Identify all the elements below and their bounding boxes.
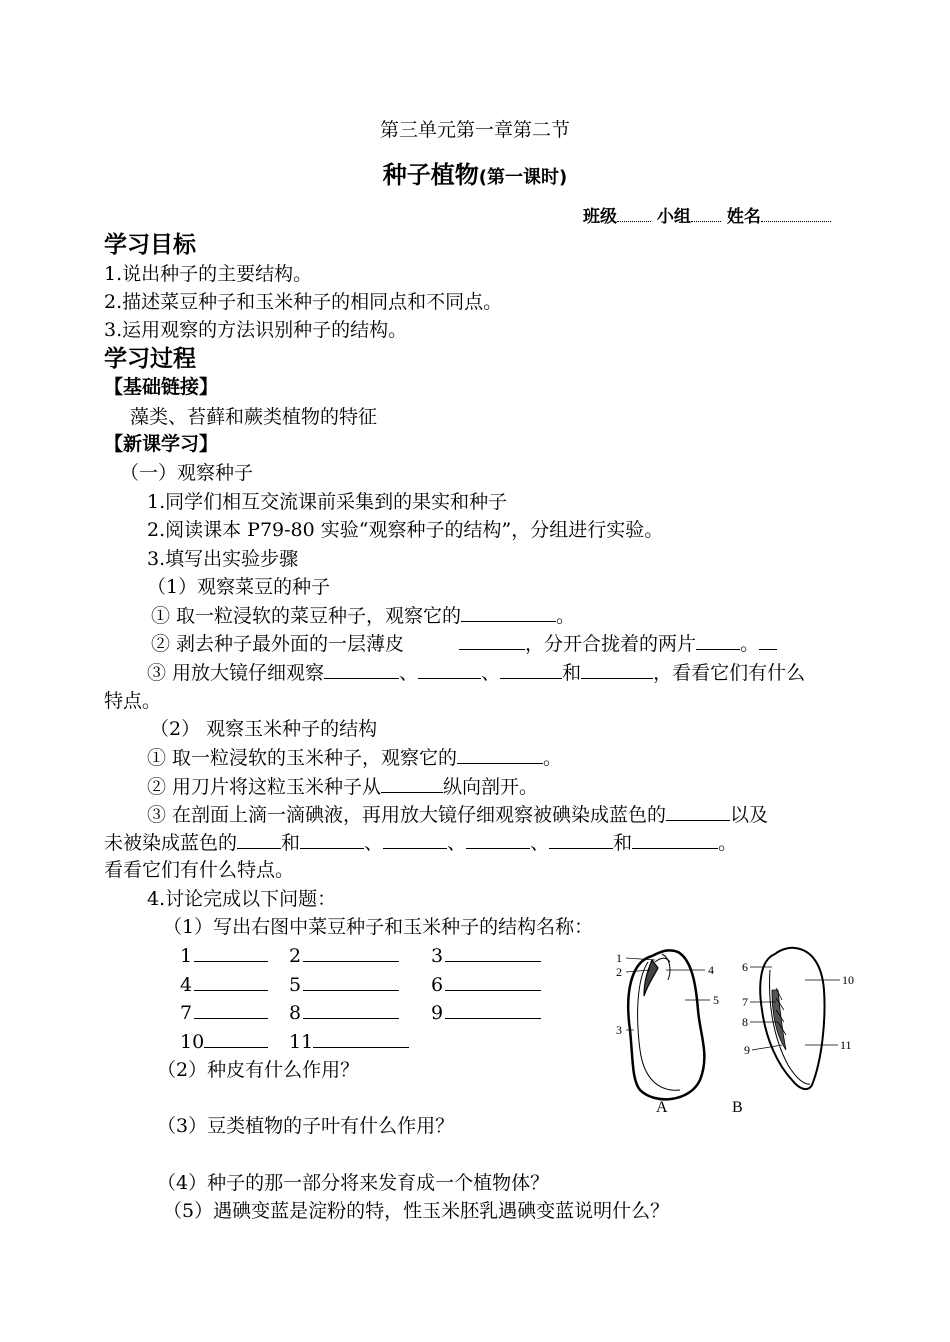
separator: 、: [530, 832, 550, 854]
answer-item: 5: [289, 972, 399, 997]
bean-seed-diagram: [628, 950, 704, 1099]
answer-blank[interactable]: [759, 631, 777, 650]
page-title: [0, 160, 950, 193]
step-text: 2.阅读课本 P79-80 实验“观察种子的结构”，分组进行实验。: [147, 519, 664, 541]
caption-a: A: [656, 1099, 668, 1116]
separator: 、: [447, 832, 467, 854]
class-label: 班级: [583, 207, 617, 227]
word-and: 和: [562, 662, 582, 684]
corn-step-3-text: ③ 在剖面上滴一滴碘液，再用放大镜仔细观察被碘染成蓝色的: [147, 804, 667, 826]
student-info: [583, 205, 831, 229]
answer-item: 11: [289, 1029, 409, 1054]
answer-blank[interactable]: [466, 830, 530, 849]
answer-item: 3: [431, 943, 541, 968]
title-main: 种子植物: [382, 161, 479, 189]
basic-link-text: 藻类、苔藓和蕨类植物的特征: [130, 406, 378, 428]
label-8: 8: [742, 1015, 748, 1029]
separator: 、: [364, 832, 384, 854]
basic-link-heading: 【基础链接】: [104, 376, 219, 398]
objective-item: 1.说出种子的主要结构。: [104, 263, 313, 285]
step-text: 1.同学们相互交流课前采集到的果实和种子: [147, 491, 508, 513]
corn-heading: （2） 观察玉米种子的结构: [150, 718, 378, 740]
seed-structure-figure: [600, 940, 870, 1125]
bean-step-3: [147, 660, 805, 685]
question-2: （2）种皮有什么作用？: [157, 1059, 360, 1081]
answer-blank[interactable]: [632, 830, 718, 849]
answer-blank[interactable]: [666, 802, 730, 821]
title-sub: (第一课时): [478, 167, 568, 188]
chapter-heading: 第三单元第一章第二节: [379, 119, 570, 141]
corn-step-3-end: 看看它们有什么特点。: [104, 859, 295, 881]
corn-step-3-text-b: 以及: [730, 804, 769, 826]
label-7: 7: [742, 995, 748, 1009]
label-3: 3: [616, 1023, 622, 1037]
answer-item: 6: [431, 972, 541, 997]
corn-step-3-text-c: 未被染成蓝色的: [104, 832, 238, 854]
question-3: （3）豆类植物的子叶有什么作用？: [157, 1115, 455, 1137]
group-field[interactable]: [691, 207, 721, 222]
bean-step-3-cont: 特点。: [104, 690, 162, 712]
answer-blank[interactable]: [194, 1000, 268, 1019]
answer-blank[interactable]: [303, 1000, 399, 1019]
bean-step-3-text: ③ 用放大镜仔细观察: [147, 662, 325, 684]
bean-step-1-text: ① 取一粒浸软的菜豆种子，观察它的: [151, 605, 462, 627]
bean-step-3-text-b: ，看看它们有什么: [653, 662, 806, 684]
period: 。: [543, 747, 563, 769]
answer-blank[interactable]: [445, 972, 541, 991]
class-field[interactable]: [617, 207, 651, 222]
corn-step-2-text: ② 用刀片将这粒玉米种子从: [147, 776, 382, 798]
answer-blank[interactable]: [581, 660, 653, 679]
word-and: 和: [281, 832, 301, 854]
answer-blank[interactable]: [459, 631, 525, 650]
bean-heading: （1）观察菜豆的种子: [147, 576, 331, 598]
period: 。: [740, 633, 760, 655]
answer-blank[interactable]: [445, 1000, 541, 1019]
new-lesson-heading: 【新课学习】: [104, 433, 219, 455]
answer-blank[interactable]: [500, 660, 562, 679]
bean-step-2-text: ② 剥去种子最外面的一层薄皮: [151, 633, 405, 655]
corn-seed-diagram: [760, 948, 824, 1089]
label-1: 1: [616, 951, 622, 965]
answer-blank[interactable]: [313, 1029, 409, 1048]
question-5: （5）遇碘变蓝是淀粉的特，性玉米胚乳遇碘变蓝说明什么？: [163, 1200, 670, 1222]
answer-blank[interactable]: [457, 745, 543, 764]
answer-blank[interactable]: [381, 774, 443, 793]
answer-item: 8: [289, 1000, 399, 1025]
answer-blank[interactable]: [204, 1029, 268, 1048]
label-6: 6: [742, 960, 748, 974]
answer-item: 1: [180, 943, 268, 968]
bean-step-1: [151, 603, 575, 628]
objective-item: 3.运用观察的方法识别种子的结构。: [104, 319, 408, 341]
question-4: （4）种子的那一部分将来发育成一个植物体？: [157, 1172, 550, 1194]
answer-item: 2: [289, 943, 399, 968]
bean-step-2: [151, 631, 777, 656]
label-11: 11: [840, 1038, 852, 1052]
group-label: 小组: [656, 207, 691, 227]
answer-blank[interactable]: [696, 631, 740, 650]
name-field[interactable]: [761, 207, 831, 222]
answer-blank[interactable]: [324, 660, 399, 679]
bean-step-2-text-b: ，分开合拢着的两片: [525, 633, 697, 655]
corn-step-1: [147, 745, 562, 770]
answer-blank[interactable]: [194, 972, 268, 991]
objective-item: 2.描述菜豆种子和玉米种子的相同点和不同点。: [104, 291, 503, 313]
label-5: 5: [713, 993, 719, 1007]
answer-item: 7: [180, 1000, 268, 1025]
answer-blank[interactable]: [300, 830, 364, 849]
step-text: 3.填写出实验步骤: [147, 548, 299, 570]
step-text: 4.讨论完成以下问题：: [147, 888, 337, 910]
answer-blank[interactable]: [303, 972, 399, 991]
answer-item: 10: [180, 1029, 268, 1054]
corn-step-1-text: ① 取一粒浸软的玉米种子，观察它的: [147, 747, 458, 769]
corn-label-lines: [750, 967, 840, 1050]
answer-blank[interactable]: [461, 603, 556, 622]
name-label: 姓名: [726, 207, 761, 227]
answer-blank[interactable]: [418, 660, 481, 679]
corn-step-3: [147, 802, 768, 827]
corn-step-3-cont: [104, 830, 737, 855]
process-heading: 学习过程: [104, 346, 196, 372]
label-2: 2: [616, 965, 622, 979]
answer-blank[interactable]: [303, 943, 399, 962]
period: 。: [718, 832, 738, 854]
answer-item: 4: [180, 972, 268, 997]
answer-item: 9: [431, 1000, 541, 1025]
label-9: 9: [744, 1043, 750, 1057]
label-10: 10: [842, 973, 854, 987]
label-4: 4: [708, 963, 714, 977]
separator: 、: [399, 662, 419, 684]
section-heading: （一）观察种子: [120, 462, 254, 484]
answer-blank[interactable]: [237, 830, 281, 849]
period: 。: [556, 605, 576, 627]
answer-blank[interactable]: [194, 943, 268, 962]
objectives-heading: 学习目标: [104, 232, 196, 258]
answer-blank[interactable]: [445, 943, 541, 962]
word-and: 和: [613, 832, 633, 854]
corn-step-2-text-b: 纵向剖开。: [443, 776, 539, 798]
answer-blank[interactable]: [549, 830, 613, 849]
separator: 、: [481, 662, 501, 684]
question-1: （1）写出右图中菜豆种子和玉米种子的结构名称：: [163, 916, 594, 938]
corn-step-2: [147, 774, 538, 799]
answer-blank[interactable]: [383, 830, 447, 849]
caption-b: B: [732, 1099, 743, 1116]
